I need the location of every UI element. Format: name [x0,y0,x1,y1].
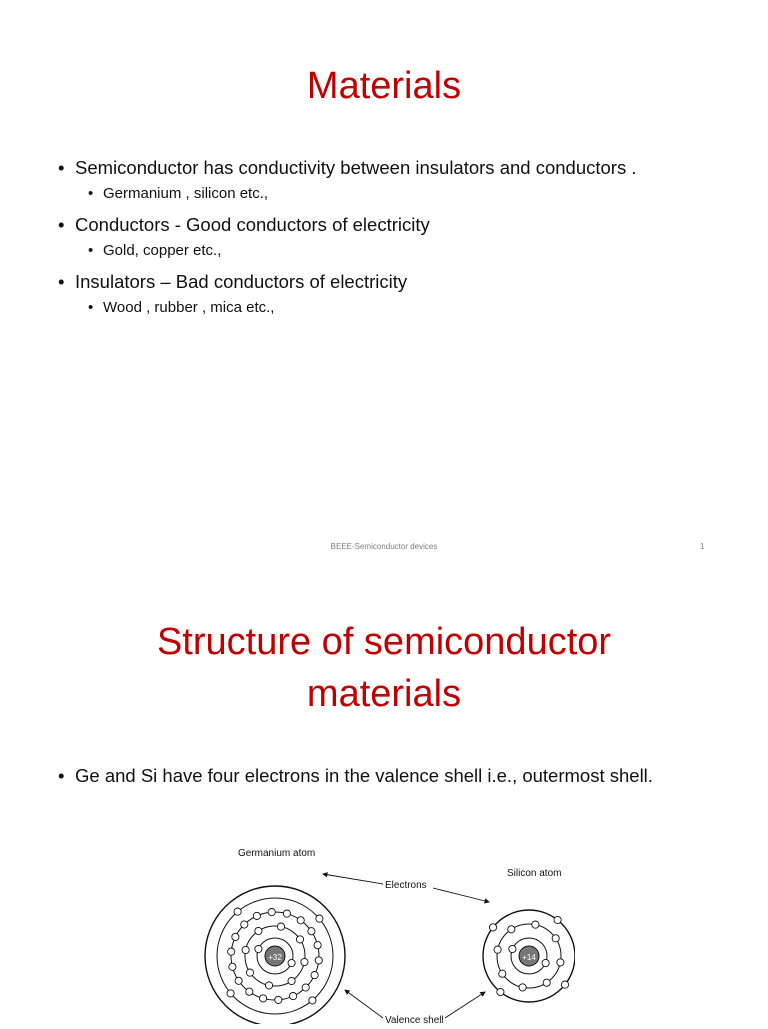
electron [499,970,506,977]
electron [309,997,316,1004]
electrons-label: Electrons [385,880,427,891]
electron [552,935,559,942]
germanium-nucleus-label: +32 [268,953,282,962]
electron [241,921,248,928]
electron [508,926,515,933]
bullet-item: • Insulators – Bad conductors of electricity [56,270,636,294]
electron [246,988,253,995]
germanium-atom [205,886,345,1024]
silicon-atom-label: Silicon atom [507,868,562,879]
bullet-item: • Ge and Si have four electrons in the valence shell i.e., outermost shell. [56,764,696,788]
electron [297,917,304,924]
electron [253,912,260,919]
electron [301,958,308,965]
electron [308,928,315,935]
germanium-atom-label: Germanium atom [238,848,316,859]
electron [302,984,309,991]
bullet-item: • Conductors - Good conductors of electricity [56,213,636,237]
electron [255,927,262,934]
electron [509,945,516,952]
electron [228,948,235,955]
electron [288,977,295,984]
electron [494,946,501,953]
sub-bullet-item: • Wood , rubber , mica etc., [74,298,636,318]
slide-title-line-1: Structure of semiconductor [156,621,612,663]
electron [283,910,290,917]
electron [260,995,267,1002]
electron [311,972,318,979]
electron [277,923,284,930]
bullet-list [56,764,696,788]
electron [255,945,262,952]
silicon-atom [483,910,575,1002]
electron [268,909,275,916]
electron [246,969,253,976]
sub-bullet-item: • Gold, copper etc., [74,241,636,261]
annotation-arrows [323,874,489,1018]
electron [554,916,561,923]
page-number: 1 [700,542,705,551]
electron [316,915,323,922]
atom-diagram [195,842,575,1024]
electron [227,990,234,997]
valence-shell-label: Valence shell [385,1015,444,1024]
slide-footer: BEEE-Semiconductor devices [330,542,438,551]
electron [561,981,568,988]
electron [288,959,295,966]
slide-title-line-2: materials [306,673,462,715]
electron [497,988,504,995]
electron [242,946,249,953]
electron [542,959,549,966]
atom-structure-figure [195,842,575,1024]
silicon-nucleus-label: +14 [522,953,536,962]
electron [314,942,321,949]
slide-title: Materials [306,65,462,107]
sub-bullet-item: • Germanium , silicon etc., [74,184,636,204]
electron [557,959,564,966]
bullet-item: • Semiconductor has conductivity between insulators and conductors . [56,156,636,180]
electron [290,993,297,1000]
electron [275,996,282,1003]
electron [234,908,241,915]
electron [315,957,322,964]
electron [265,982,272,989]
electron [232,933,239,940]
electron [543,979,550,986]
bullet-list [56,156,636,318]
electron [489,924,496,931]
electron [229,963,236,970]
electron [519,984,526,991]
electron [235,977,242,984]
slide-2 [0,578,768,1024]
electron [296,936,303,943]
electron [532,921,539,928]
